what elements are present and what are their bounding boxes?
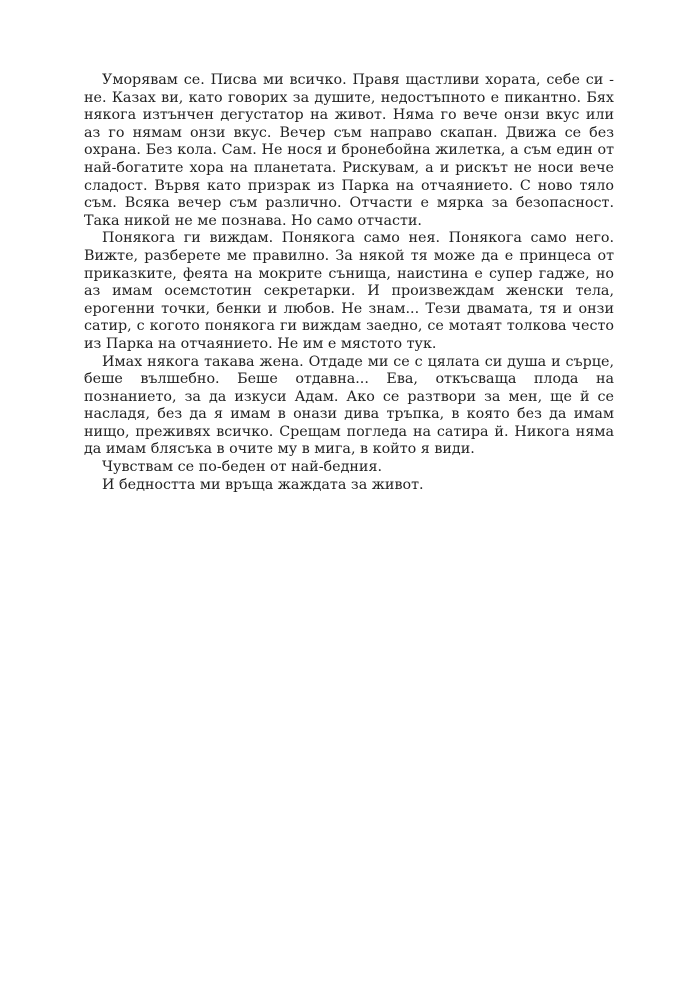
body-text (84, 72, 614, 494)
paragraph: Уморявам се. Писва ми всичко. Правя щастливи хората, себе си - не. Казах ви, като говорих за душите, недостъпното е пикантно. Бях някога изтънчен дегустатор на живот. Няма го вече онзи вкус или аз го нямам онзи вкус. Вечер съм направо скапан. Движа се без охрана. Без кола. Сам. Не нося и бронебойна жилетка, а съм един от най-богатите хора на планетата. Рискувам, а и рискът не носи вече сладост. Вървя като призрак из Парка на отчаянието. С ново тяло съм. Всяка вечер съм различно. Отчасти е мярка за безопасност. Така никой не ме познава. Но само отчасти. (84, 72, 614, 229)
paragraph: Имах някога такава жена. Отдаде ми се с цялата си душа и сърце, беше вълшебно. Беше отдавна... Ева, откъсваща плода на познанието, за да изкуси Адам. Ако се разтвори за мен, ще й се насладя, без да я имам в онази дива тръпка, в която без да имам нищо, преживях всичко. Срещам погледа на сатира й. Никога няма да имам блясъка в очите му в мига, в който я види. (84, 353, 614, 458)
paragraph: И бедността ми връща жаждата за живот. (102, 476, 424, 493)
paragraph: Чувствам се по-беден от най-бедния. (102, 459, 383, 476)
paragraph: Понякога ги виждам. Понякога само нея. Понякога само него. Вижте, разберете ме правилно. За някой тя може да е принцеса от приказките, феята на мокрите сънища, наистина е супер гадже, но аз имам осемстотин секретарки. И произвеждам женски тела, ерогенни точки, бенки и любов. Не знам... Тези двамата, тя и онзи сатир, с когото понякога ги виждам заедно, се мотаят толкова често из Парка на отчаянието. Не им е мястото тук. (84, 230, 614, 352)
